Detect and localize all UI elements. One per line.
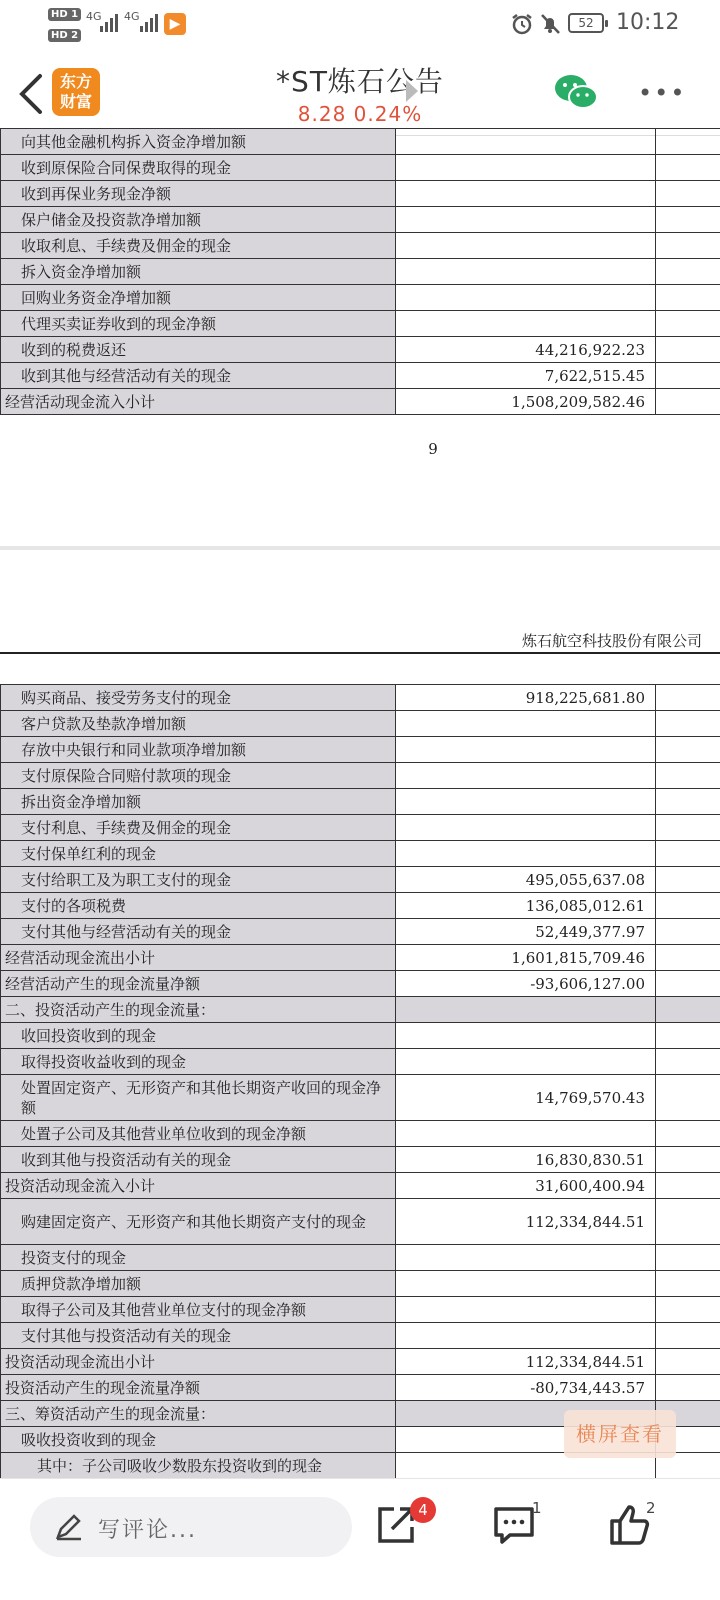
logo-line2: 财富 xyxy=(59,92,92,111)
table-row xyxy=(1,841,720,867)
table-row xyxy=(1,311,720,337)
row-extra-cell xyxy=(656,1245,720,1271)
row-extra-cell xyxy=(656,919,720,945)
signal2-icon xyxy=(140,14,158,32)
clock: 10:12 xyxy=(616,10,680,35)
row-label: 二、投资活动产生的现金流量： xyxy=(1,997,396,1023)
table-row xyxy=(1,1199,720,1245)
table-row xyxy=(1,363,720,389)
table-row xyxy=(1,1323,720,1349)
row-value: 1,601,815,709.46 xyxy=(396,945,656,971)
signal1-icon xyxy=(100,14,118,32)
row-value xyxy=(396,259,656,285)
network2-label: 4G xyxy=(124,10,140,23)
row-label: 取得子公司及其他营业单位支付的现金净额 xyxy=(1,1297,396,1323)
row-value: 495,055,637.08 xyxy=(396,867,656,893)
row-extra-cell xyxy=(656,867,720,893)
comment-placeholder: 写评论... xyxy=(98,1518,197,1543)
row-extra-cell xyxy=(656,1375,720,1401)
table-row xyxy=(1,1023,720,1049)
row-extra-cell xyxy=(656,1023,720,1049)
battery-icon: 52 xyxy=(568,13,604,33)
row-value: 136,085,012.61 xyxy=(396,893,656,919)
row-extra-cell xyxy=(656,1271,720,1297)
row-label: 回购业务资金净增加额 xyxy=(1,285,396,311)
cashflow-table-bottom xyxy=(0,684,720,1479)
row-label: 其中：子公司吸收少数股东投资收到的现金 xyxy=(1,1453,396,1479)
table-row xyxy=(1,181,720,207)
row-label: 收到其他与投资活动有关的现金 xyxy=(1,1147,396,1173)
row-label: 支付原保险合同赔付款项的现金 xyxy=(1,763,396,789)
table-row xyxy=(1,685,720,711)
row-value xyxy=(396,1271,656,1297)
row-value xyxy=(396,1323,656,1349)
row-value xyxy=(396,763,656,789)
row-label: 处置固定资产、无形资产和其他长期资产收回的现金净额 xyxy=(1,1075,396,1121)
row-value xyxy=(396,233,656,259)
comment-input[interactable] xyxy=(30,1497,352,1557)
status-bar xyxy=(0,0,720,50)
row-value xyxy=(396,1121,656,1147)
row-value xyxy=(396,207,656,233)
row-value: -80,734,443.57 xyxy=(396,1375,656,1401)
table-row xyxy=(1,945,720,971)
table-row xyxy=(1,1375,720,1401)
table-row xyxy=(1,711,720,737)
row-extra-cell xyxy=(656,285,720,311)
row-extra-cell xyxy=(656,711,720,737)
header-rule xyxy=(0,652,720,654)
row-label: 取得投资收益收到的现金 xyxy=(1,1049,396,1075)
company-name: 炼石航空科技股份有限公司 xyxy=(522,632,703,650)
table-row xyxy=(1,337,720,363)
comment-count: 1 xyxy=(532,1499,542,1517)
row-value: 1,508,209,582.46 xyxy=(396,389,656,415)
row-label: 经营活动产生的现金流量净额 xyxy=(1,971,396,997)
table-row xyxy=(1,207,720,233)
row-label: 支付利息、手续费及佣金的现金 xyxy=(1,815,396,841)
table-row xyxy=(1,737,720,763)
row-extra-cell xyxy=(656,763,720,789)
row-value xyxy=(396,1245,656,1271)
row-label: 收到原保险合同保费取得的现金 xyxy=(1,155,396,181)
app-header xyxy=(0,50,720,136)
row-label: 收取利息、手续费及佣金的现金 xyxy=(1,233,396,259)
row-extra-cell xyxy=(656,815,720,841)
pencil-icon xyxy=(54,1511,84,1541)
sim2-indicator: HD 2 xyxy=(48,29,81,42)
row-extra-cell xyxy=(656,737,720,763)
row-extra-cell xyxy=(656,1297,720,1323)
table-row xyxy=(1,1049,720,1075)
row-value xyxy=(396,737,656,763)
table-row xyxy=(1,285,720,311)
notification-app-icon: ▶ xyxy=(164,13,186,35)
row-extra-cell xyxy=(656,1121,720,1147)
row-value: 112,334,844.51 xyxy=(396,1199,656,1245)
row-extra-cell xyxy=(656,1049,720,1075)
row-value xyxy=(396,841,656,867)
table-row xyxy=(1,1075,720,1121)
landscape-view-button[interactable]: 横屏查看 xyxy=(564,1410,676,1458)
row-label: 保户储金及投资款净增加额 xyxy=(1,207,396,233)
table-row xyxy=(1,1173,720,1199)
row-extra-cell xyxy=(656,155,720,181)
row-label: 吸收投资收到的现金 xyxy=(1,1427,396,1453)
share-badge: 4 xyxy=(410,1497,436,1523)
row-label: 支付的各项税费 xyxy=(1,893,396,919)
table-row xyxy=(1,763,720,789)
row-value: 14,769,570.43 xyxy=(396,1075,656,1121)
table-row xyxy=(1,259,720,285)
row-extra-cell xyxy=(656,233,720,259)
row-extra-cell xyxy=(656,181,720,207)
row-extra-cell xyxy=(656,129,720,155)
table-row xyxy=(1,1271,720,1297)
table-row xyxy=(1,129,720,155)
table-row xyxy=(1,389,720,415)
row-label: 经营活动现金流入小计 xyxy=(1,389,396,415)
row-extra-cell xyxy=(656,389,720,415)
row-label: 存放中央银行和同业款项净增加额 xyxy=(1,737,396,763)
row-value xyxy=(396,155,656,181)
row-extra-cell xyxy=(656,1323,720,1349)
row-label: 客户贷款及垫款净增加额 xyxy=(1,711,396,737)
row-extra-cell xyxy=(656,311,720,337)
row-label: 收到的税费返还 xyxy=(1,337,396,363)
row-extra-cell xyxy=(656,1199,720,1245)
row-extra-cell xyxy=(656,363,720,389)
row-label: 质押贷款净增加额 xyxy=(1,1271,396,1297)
bottom-action-bar xyxy=(0,1478,720,1600)
comment-icon[interactable] xyxy=(492,1503,536,1547)
row-extra-cell xyxy=(656,971,720,997)
row-label: 代理买卖证券收到的现金净额 xyxy=(1,311,396,337)
row-label: 拆入资金净增加额 xyxy=(1,259,396,285)
table-row xyxy=(1,155,720,181)
cashflow-table-top xyxy=(0,128,720,415)
row-label: 拆出资金净增加额 xyxy=(1,789,396,815)
row-value: 918,225,681.80 xyxy=(396,685,656,711)
row-label: 向其他金融机构拆入资金净增加额 xyxy=(1,129,396,155)
table-row xyxy=(1,1349,720,1375)
row-label: 购买商品、接受劳务支付的现金 xyxy=(1,685,396,711)
row-value xyxy=(396,789,656,815)
row-extra-cell xyxy=(656,259,720,285)
sim1-indicator: HD 1 xyxy=(48,8,81,21)
row-value: 16,830,830.51 xyxy=(396,1147,656,1173)
row-label: 经营活动现金流出小计 xyxy=(1,945,396,971)
row-extra-cell xyxy=(656,789,720,815)
row-value: -93,606,127.00 xyxy=(396,971,656,997)
row-label: 支付给职工及为职工支付的现金 xyxy=(1,867,396,893)
row-label: 处置子公司及其他营业单位收到的现金净额 xyxy=(1,1121,396,1147)
row-extra-cell xyxy=(656,1349,720,1375)
table-row xyxy=(1,1121,720,1147)
row-value: 52,449,377.97 xyxy=(396,919,656,945)
page-divider xyxy=(0,546,720,550)
row-value xyxy=(396,311,656,337)
row-value xyxy=(396,997,656,1023)
row-value xyxy=(396,1297,656,1323)
table-row xyxy=(1,233,720,259)
table-row xyxy=(1,815,720,841)
page-title: *ST炼石公告 xyxy=(276,65,444,98)
row-label: 支付保单红利的现金 xyxy=(1,841,396,867)
row-extra-cell xyxy=(656,1147,720,1173)
play-arrow-icon[interactable] xyxy=(406,80,418,102)
row-value: 7,622,515.45 xyxy=(396,363,656,389)
row-value xyxy=(396,711,656,737)
table-row xyxy=(1,971,720,997)
page-number: 9 xyxy=(428,440,438,458)
row-extra-cell xyxy=(656,1173,720,1199)
row-label: 投资活动现金流入小计 xyxy=(1,1173,396,1199)
row-extra-cell xyxy=(656,207,720,233)
row-label: 收回投资收到的现金 xyxy=(1,1023,396,1049)
table-row xyxy=(1,867,720,893)
table-row xyxy=(1,893,720,919)
row-label: 三、筹资活动产生的现金流量： xyxy=(1,1401,396,1427)
row-value xyxy=(396,815,656,841)
alarm-icon xyxy=(510,12,534,36)
row-label: 收到再保业务现金净额 xyxy=(1,181,396,207)
table-row xyxy=(1,1147,720,1173)
row-value xyxy=(396,129,656,155)
row-extra-cell xyxy=(656,945,720,971)
row-value xyxy=(396,1049,656,1075)
logo-line1: 东方 xyxy=(59,72,92,91)
row-label: 投资活动现金流出小计 xyxy=(1,1349,396,1375)
row-extra-cell xyxy=(656,893,720,919)
row-extra-cell xyxy=(656,685,720,711)
table-row xyxy=(1,789,720,815)
row-extra-cell xyxy=(656,841,720,867)
table-row xyxy=(1,919,720,945)
row-value: 112,334,844.51 xyxy=(396,1349,656,1375)
row-label: 收到其他与经营活动有关的现金 xyxy=(1,363,396,389)
row-value: 31,600,400.94 xyxy=(396,1173,656,1199)
row-extra-cell xyxy=(656,997,720,1023)
row-value xyxy=(396,285,656,311)
like-count: 2 xyxy=(646,1499,656,1517)
row-label: 支付其他与经营活动有关的现金 xyxy=(1,919,396,945)
row-label: 投资支付的现金 xyxy=(1,1245,396,1271)
row-label: 购建固定资产、无形资产和其他长期资产支付的现金 xyxy=(1,1199,396,1245)
row-extra-cell xyxy=(656,1075,720,1121)
network1-label: 4G xyxy=(86,10,102,23)
wechat-share-icon[interactable] xyxy=(554,72,598,112)
table-row xyxy=(1,1245,720,1271)
row-value xyxy=(396,1023,656,1049)
row-extra-cell xyxy=(656,337,720,363)
row-value xyxy=(396,181,656,207)
stock-price[interactable]: 8.28 0.24% xyxy=(297,102,423,126)
mute-icon xyxy=(538,12,562,36)
more-options-icon[interactable]: ••• xyxy=(638,79,687,107)
row-value: 44,216,922.23 xyxy=(396,337,656,363)
row-label: 投资活动产生的现金流量净额 xyxy=(1,1375,396,1401)
table-row xyxy=(1,1297,720,1323)
row-label: 支付其他与投资活动有关的现金 xyxy=(1,1323,396,1349)
table-row xyxy=(1,997,720,1023)
